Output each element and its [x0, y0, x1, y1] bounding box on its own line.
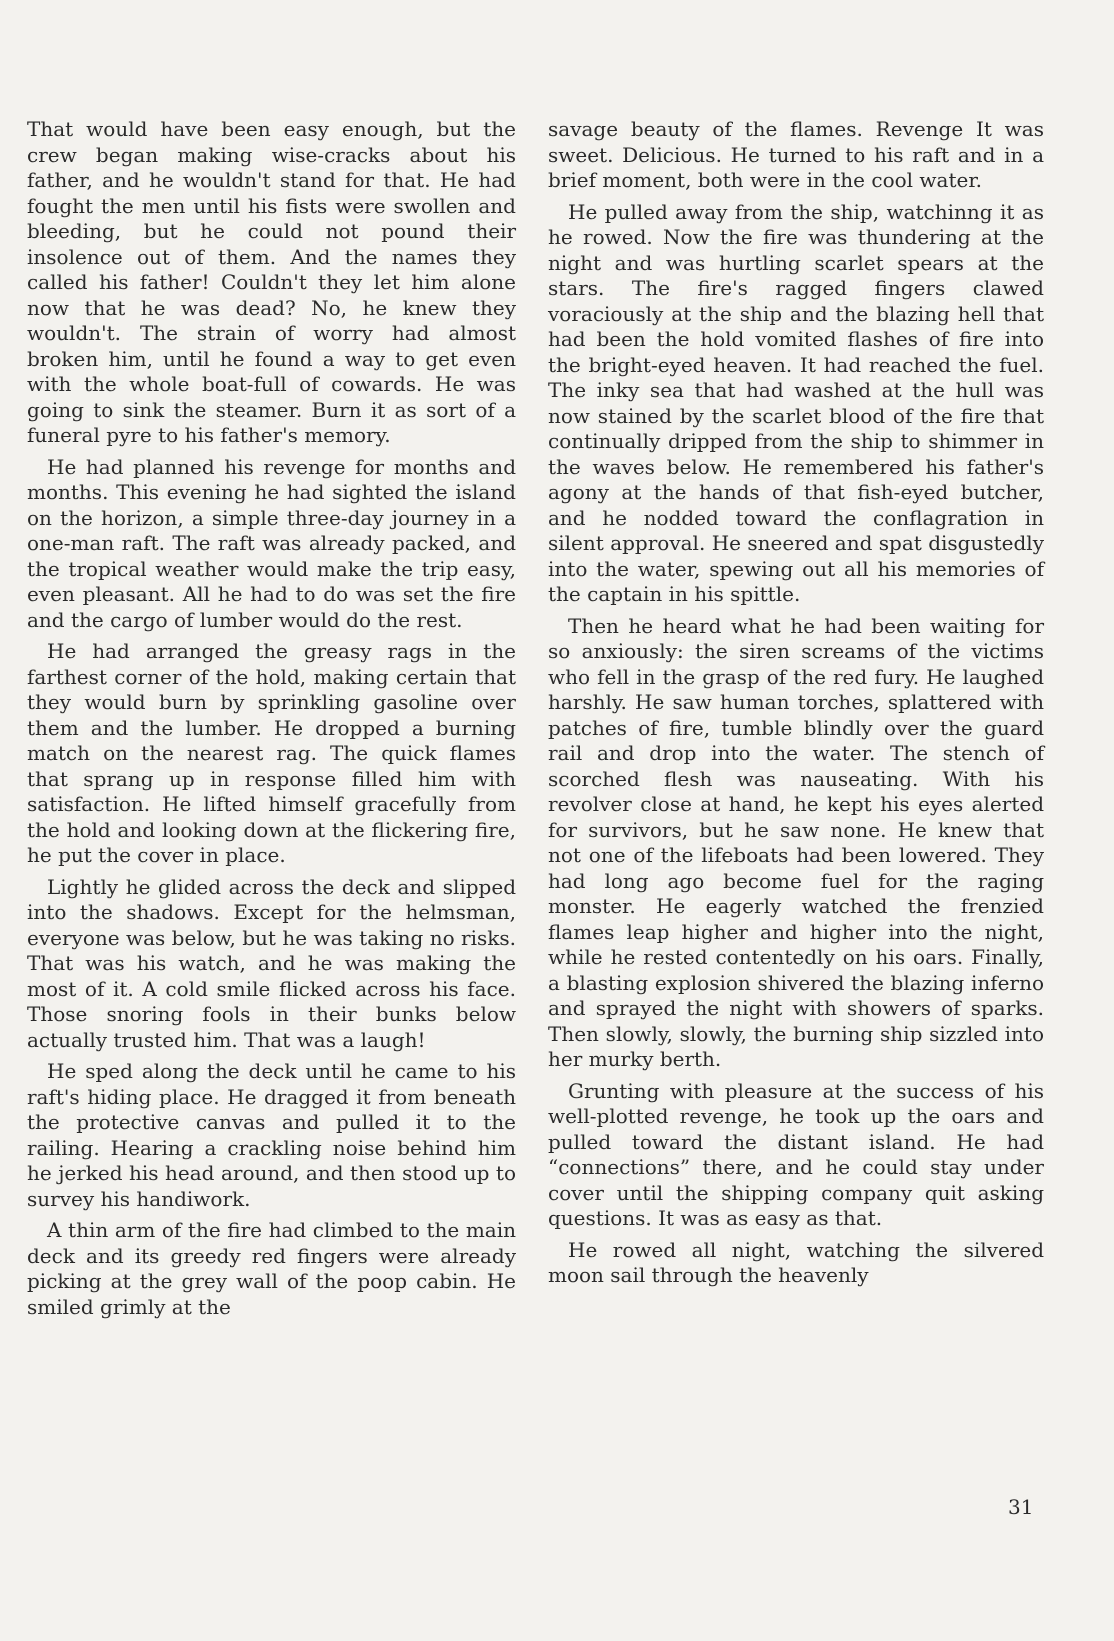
- right-text-column: [548, 117, 1044, 1295]
- story-paragraph: He pulled away from the ship, watchinng it as he rowed. Now the fire was thundering at the night and was hurtling scarlet spears at the stars. The fire's ragged fingers clawed voraciously at the ship and the blazing hell that had been the hold vomited flashes of fire into the bright-eyed heaven. It had reached the fuel. The inky sea that had washed at the hull was now stained by the scarlet blood of the fire that continually dripped from the ship to shimmer in the waves below. He remembered his father's agony at the hands of that fish-eyed butcher, and he nodded toward the conflagration in silent approval. He sneered and spat disgustedly into the water, spewing out all his memories of the captain in his spittle.: [548, 199, 1044, 606]
- story-paragraph: He had planned his revenge for months and months. This evening he had sighted the island on the horizon, a simple three-day journey in a one-man raft. The raft was already packed, and the tropical weather would make the trip easy, even pleasant. All he had to do was set the fire and the cargo of lumber would do the rest.: [27, 454, 516, 632]
- left-text-column: [27, 117, 516, 1326]
- story-paragraph: Then he heard what he had been waiting for so anxiously: the siren screams of the victims who fell in the grasp of the red fury. He laughed harshly. He saw human torches, splattered with patches of fire, tumble blindly over the guard rail and drop into the water. The stench of scorched flesh was nauseating. With his revolver close at hand, he kept his eyes alerted for survivors, but he saw none. He knew that not one of the lifeboats had been lowered. They had long ago become fuel for the raging monster. He eagerly watched the frenzied flames leap higher and higher into the night, while he rested contentedly on his oars. Finally, a blasting explosion shivered the blazing inferno and sprayed the night with showers of sparks. Then slowly, slowly, the burning ship sizzled into her murky berth.: [548, 613, 1044, 1071]
- story-paragraph: He sped along the deck until he came to his raft's hiding place. He dragged it from beneath the protective canvas and pulled it to the railing. Hearing a crackling noise behind him he jerked his head around, and then stood up to survey his handiwork.: [27, 1059, 516, 1211]
- story-paragraph: That would have been easy enough, but the crew began making wise-cracks about his father, and he wouldn't stand for that. He had fought the men until his fists were swollen and bleeding, but he could not pound their insolence out of them. And the names they called his father! Couldn't they let him alone now that he was dead? No, he knew they wouldn't. The strain of worry had almost broken him, until he found a way to get even with the whole boat-full of cowards. He was going to sink the steamer. Burn it as sort of a funeral pyre to his father's memory.: [27, 117, 516, 447]
- story-paragraph: A thin arm of the fire had climbed to the main deck and its greedy red fingers were already picking at the grey wall of the poop cabin. He smiled grimly at the: [27, 1218, 516, 1319]
- story-paragraph: Grunting with pleasure at the success of his well-plotted revenge, he took up the oars and pulled toward the distant island. He had “connections” there, and he could stay under cover until the shipping company quit asking questions. It was as easy as that.: [548, 1078, 1044, 1230]
- story-paragraph: He had arranged the greasy rags in the farthest corner of the hold, making certain that they would burn by sprinkling gasoline over them and the lumber. He dropped a burning match on the nearest rag. The quick flames that sprang up in response filled him with satisfaction. He lifted himself gracefully from the hold and looking down at the flickering fire, he put the cover in place.: [27, 639, 516, 867]
- story-paragraph: Lightly he glided across the deck and slipped into the shadows. Except for the helmsman, everyone was below, but he was taking no risks. That was his watch, and he was making the most of it. A cold smile flicked across his face. Those snoring fools in their bunks below actually trusted him. That was a laugh!: [27, 874, 516, 1052]
- story-paragraph: He rowed all night, watching the silvered moon sail through the heavenly: [548, 1237, 1044, 1287]
- story-paragraph: savage beauty of the flames. Revenge It was sweet. Delicious. He turned to his raft and in a brief moment, both were in the cool water.: [548, 117, 1044, 192]
- page-number: 31: [1008, 1495, 1034, 1519]
